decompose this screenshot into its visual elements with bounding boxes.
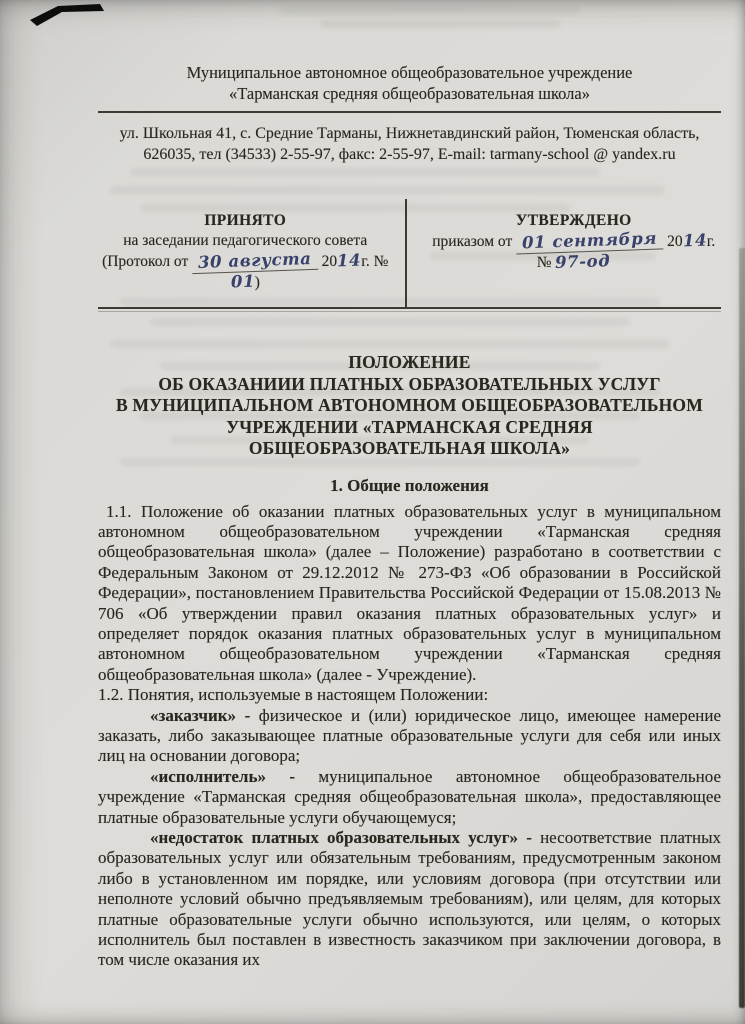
definition-ispolnitel [98, 767, 721, 828]
year-suffix: г. № [536, 233, 716, 271]
handwritten-protocol-year: 14 [336, 250, 362, 271]
approval-block [98, 211, 721, 309]
organization-name-line2: «Тарманская средняя общеобразовательная школа» [229, 84, 590, 103]
order-prefix: приказом от [432, 233, 513, 250]
definition-text: муниципальное автономное общеобразовательное учреждение «Тарманская средняя общеобразовательная школа», предоставляющее платные образовательные услуги обучающемуся; [98, 766, 722, 827]
approved-order-line [427, 228, 722, 273]
handwritten-order-year: 14 [682, 230, 708, 251]
header-divider [98, 111, 721, 113]
address-line1: ул. Школьная 41, с. Средние Тарманы, Нижнетавдинский район, Тюменская область, [119, 125, 700, 142]
organization-name-line1: Муниципальное автономное общеобразовательное учреждение [186, 63, 633, 82]
accepted-title: ПРИНЯТО [204, 212, 287, 229]
approval-divider-ghost [98, 311, 721, 312]
accepted-stamp [98, 211, 415, 293]
document-title [98, 352, 721, 460]
document-title-line: УЧРЕЖДЕНИИ «ТАРМАНСКАЯ СРЕДНЯЯ [226, 416, 593, 437]
paragraph-1-2: 1.2. Понятия, используемые в настоящем Положении: [98, 685, 489, 705]
document-title-line: ПОЛОЖЕНИЕ [348, 352, 471, 372]
document-title-line: ОБЩЕОБРАЗОВАТЕЛЬНАЯ ШКОЛА» [248, 438, 571, 458]
scan-artifact-corner-mark [28, 2, 110, 30]
paragraph-1-1: 1.1. Положение об оказании платных образовательных услуг в муниципальном автономном общеобразовательном учреждении «Тарманская средняя общеобразовательная школа» (далее – Положение) разработано в соответствии с Федеральным Законом от 29.12.2012 № 273-ФЗ «Об образовании в Российской Федерации», постановлением Правительства Российской Федерации от 15.08.2013 № 706 «Об утверждении правил оказания платных образовательных услуг» и определяет порядок оказания платных образовательных услуг в муниципальном автономном общеобразовательном учреждении «Тарманская средняя общеобразовательная школа» (далее - Учреждение). [98, 501, 721, 684]
organization-address [98, 123, 721, 165]
body-text [98, 502, 721, 971]
definition-term: «недостаток платных образовательных услуг» - [150, 828, 532, 847]
protocol-prefix: (Протокол от [102, 253, 189, 270]
year-suffix: г. № [361, 253, 389, 270]
year-print: 20 [667, 233, 683, 250]
organization-name [98, 62, 721, 104]
scan-artifact-right-edge [739, 248, 745, 1008]
definition-text: физическое и (или) юридическое лицо, имеющее намерение заказать, либо заказывающее платные образовательные услуги для себя или иных лиц на основании договора; [98, 705, 721, 766]
handwritten-order-number: 97-од [555, 251, 612, 272]
definition-term: «исполнитель» - [150, 766, 296, 786]
address-line2: 626035, тел (34533) 2-55-97, факс: 2-55-97, E-mail: tarmany-school @ yandex.ru [143, 146, 676, 163]
definition-nedostatok [98, 828, 721, 971]
handwritten-protocol-number: 01 [230, 271, 256, 292]
handwritten-order-date: 01 сентября [516, 228, 664, 254]
definition-text: несоответствие платных образовательных услуг или обязательным требованиям, предусмотренным законом либо в установленном им порядке, или условиям договора (при отсутствии или неполноте условий обычно предъявляемым требованиям), или целям, для которых платные образовательные услуги обычно используются, или целям, о которых исполнитель был поставлен в известность заказчиком при заключении договора, в том числе оказания их [98, 828, 721, 970]
handwritten-protocol-date: 30 августа [192, 249, 318, 274]
approved-title: УТВЕРЖДЕНО [515, 212, 632, 229]
definition-zakazchik [98, 706, 721, 767]
accepted-protocol-line [98, 251, 393, 293]
protocol-closing: ) [254, 274, 260, 291]
approval-vertical-divider [405, 199, 407, 307]
section-heading: 1. Общие положения [330, 475, 489, 495]
document-title-line: В МУНИЦИПАЛЬНОМ АВТОНОМНОМ ОБЩЕОБРАЗОВАТЕЛЬНОМ [116, 395, 703, 415]
definition-term: «заказчик» - [150, 705, 251, 725]
approved-stamp [415, 211, 722, 293]
accepted-line1: на заседании педагогического совета [123, 232, 368, 249]
document-title-line: ОБ ОКАЗАНИИИ ПЛАТНЫХ ОБРАЗОВАТЕЛЬНЫХ УСЛУГ [158, 373, 661, 394]
year-print: 20 [321, 253, 338, 270]
